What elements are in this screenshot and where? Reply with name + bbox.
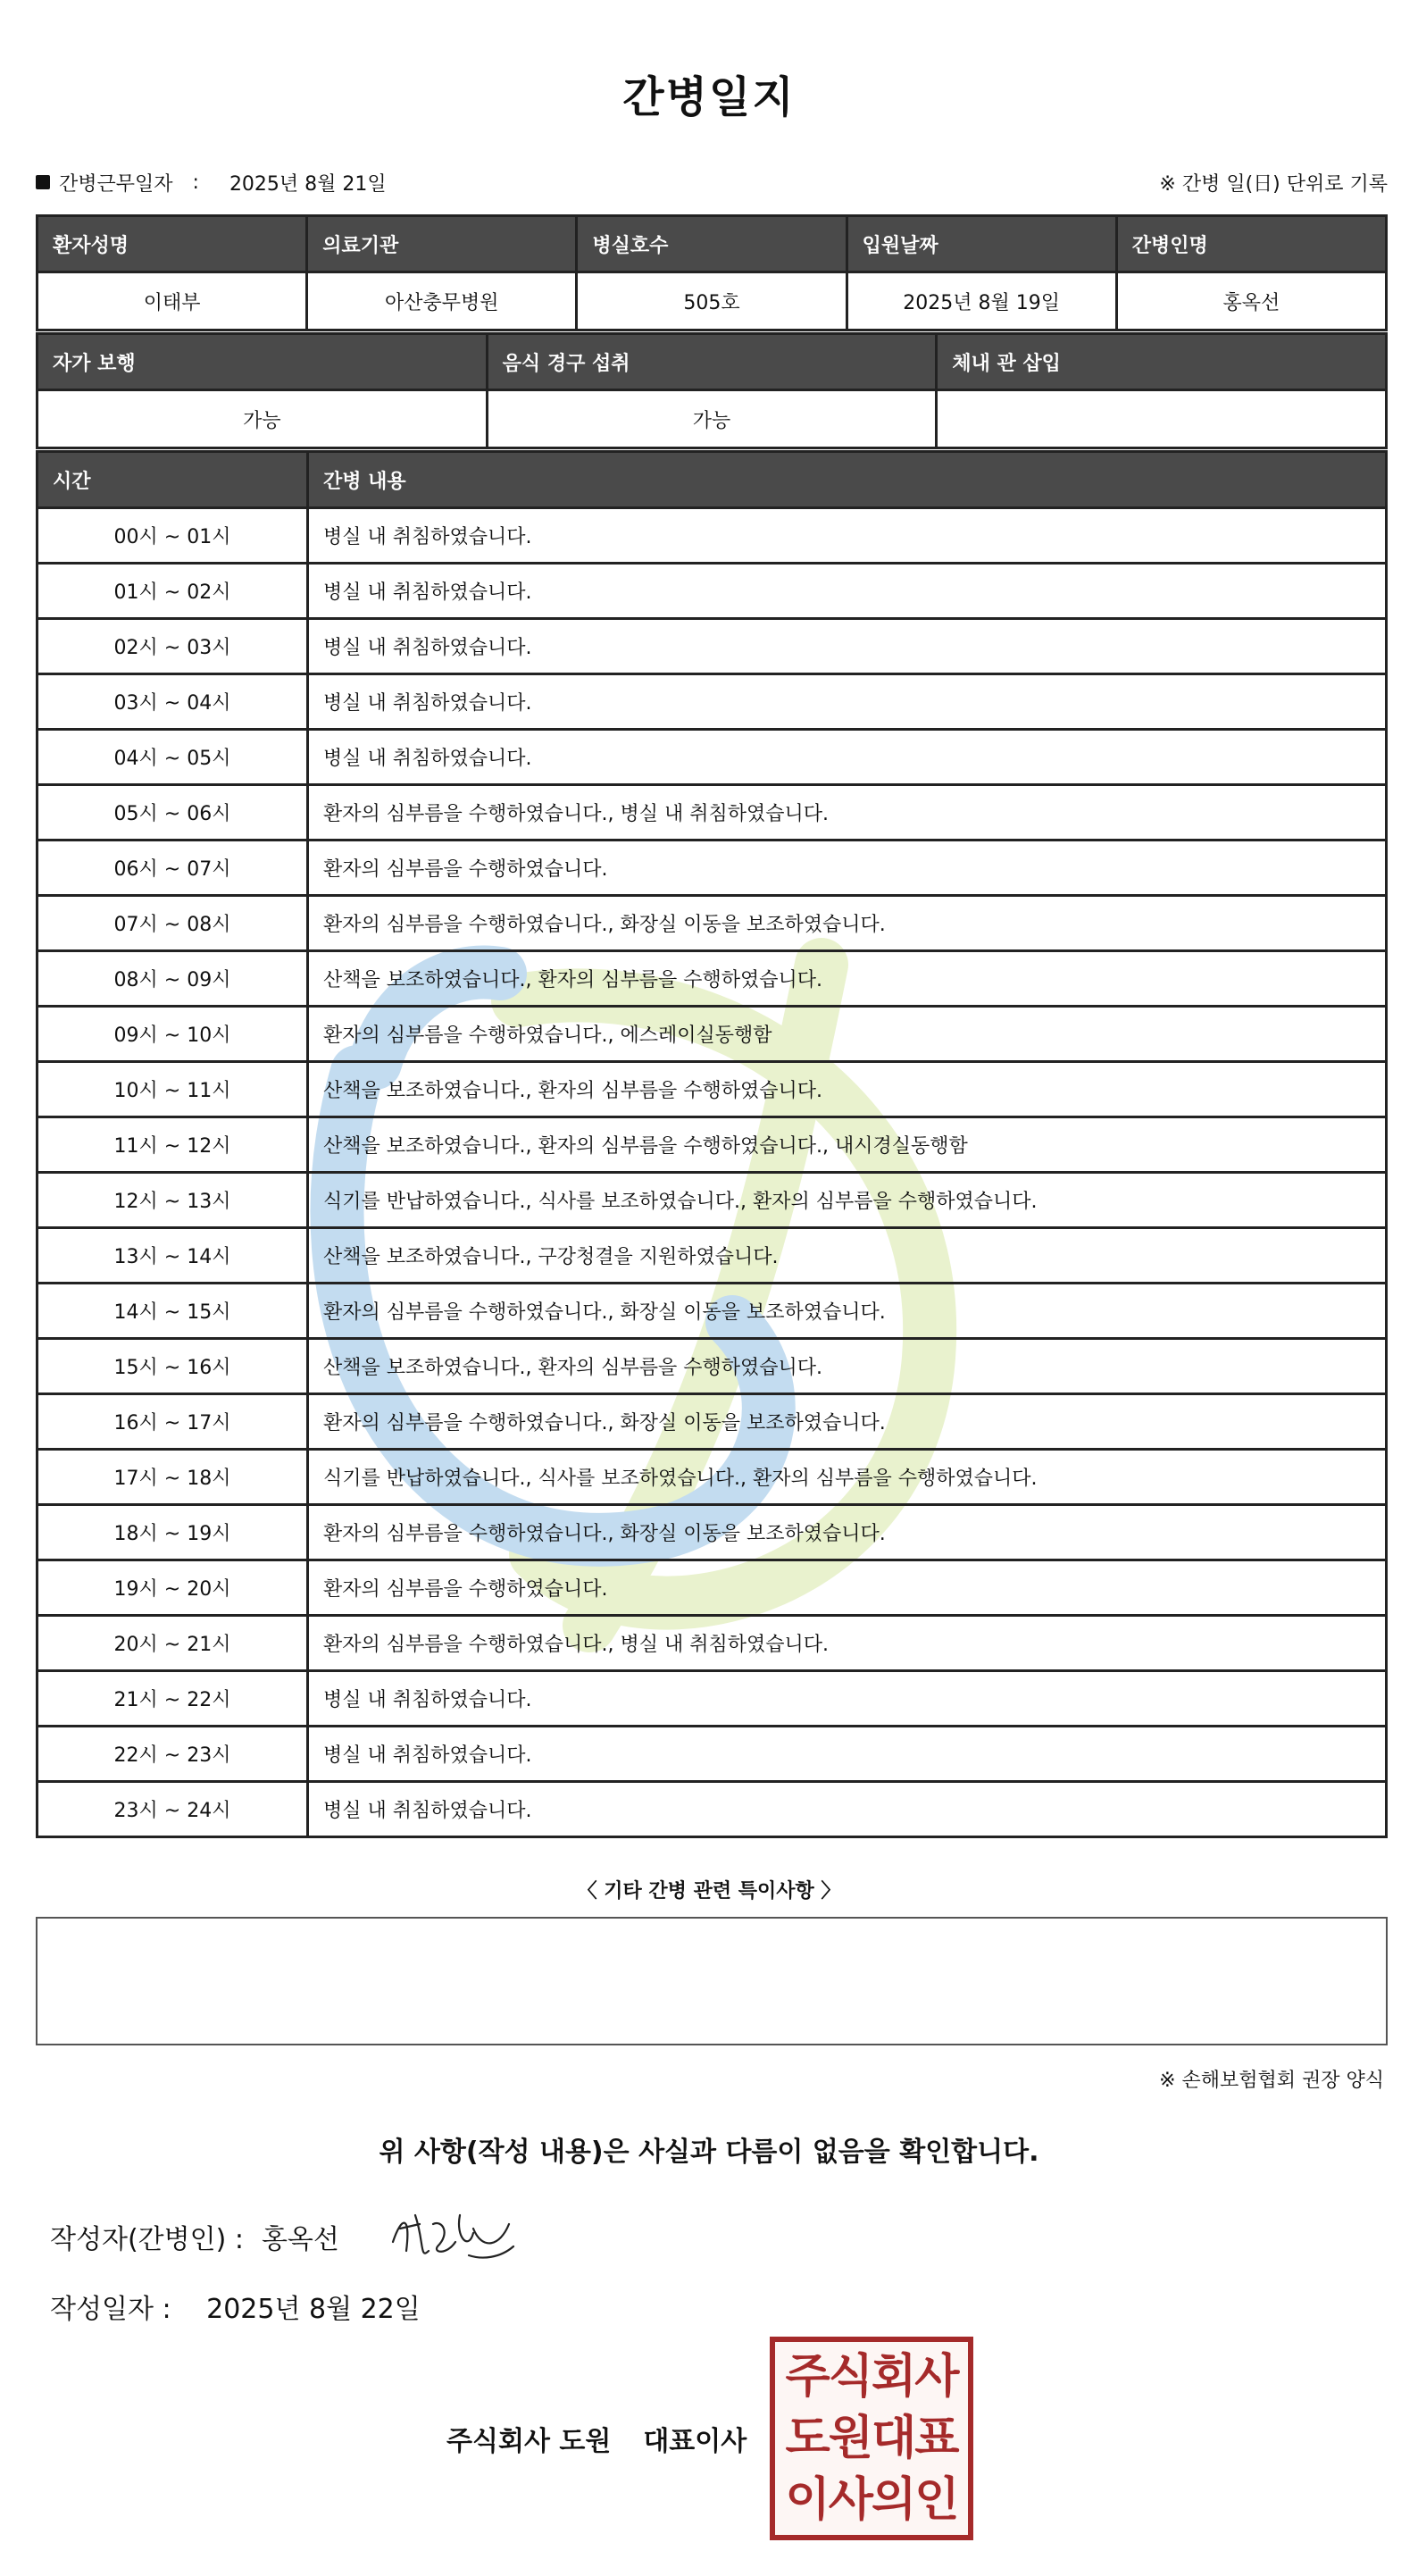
author-line (50, 2217, 339, 2256)
value-hospital: 아산충무병원 (307, 272, 577, 330)
table-row (38, 951, 1387, 1007)
log-content-cell: 병실 내 취침하였습니다. (308, 1671, 1387, 1727)
written-date-value: 2025년 8월 22일 (206, 2294, 421, 2325)
table-row (38, 1007, 1387, 1062)
log-time-cell: 02시 ~ 03시 (38, 619, 308, 674)
written-date-label: 작성일자 : (50, 2294, 171, 2325)
table-row (38, 1450, 1387, 1505)
log-time-cell: 22시 ~ 23시 (38, 1727, 308, 1782)
table-row (38, 1616, 1387, 1671)
value-room: 505호 (577, 272, 847, 330)
log-content-cell: 환자의 심부름을 수행하였습니다., 화장실 이동을 보조하였습니다. (308, 1394, 1387, 1450)
log-content-cell: 환자의 심부름을 수행하였습니다., 화장실 이동을 보조하였습니다. (308, 896, 1387, 951)
page-title: 간병일지 (622, 72, 796, 122)
log-time-cell: 01시 ~ 02시 (38, 564, 308, 619)
table-row (38, 1671, 1387, 1727)
care-log-body (38, 508, 1387, 1837)
log-content-cell: 병실 내 취침하였습니다. (308, 1727, 1387, 1782)
table-row (38, 1727, 1387, 1782)
log-content-cell: 산책을 보조하였습니다., 구강청결을 지원하였습니다. (308, 1228, 1387, 1284)
seal-line: 주식회사 (785, 2349, 958, 2404)
log-time-cell: 04시 ~ 05시 (38, 730, 308, 785)
log-content-cell: 환자의 심부름을 수행하였습니다., 에스레이실동행함 (308, 1007, 1387, 1062)
company-line (446, 2419, 747, 2458)
log-time-cell: 18시 ~ 19시 (38, 1505, 308, 1560)
value-caregiver-name: 홍옥선 (1116, 272, 1386, 330)
table-row (38, 674, 1387, 730)
meta-row (36, 166, 1388, 198)
log-time-cell: 12시 ~ 13시 (38, 1173, 308, 1228)
table-row (38, 1339, 1387, 1394)
value-patient-name: 이태부 (38, 272, 307, 330)
log-time-cell: 14시 ~ 15시 (38, 1284, 308, 1339)
table-row (38, 1117, 1387, 1173)
table-row (38, 508, 1387, 564)
log-content-cell: 병실 내 취침하였습니다. (308, 730, 1387, 785)
table-row (38, 1782, 1387, 1837)
written-date-line (50, 2287, 421, 2326)
header-admission-date: 입원날짜 (847, 216, 1116, 272)
representative-title: 대표이사 (643, 2426, 747, 2457)
value-self-walking: 가능 (38, 390, 488, 448)
unit-note: ※ 간병 일(日) 단위로 기록 (1159, 172, 1388, 196)
author-name: 홍옥선 (261, 2224, 339, 2255)
table-row (38, 896, 1387, 951)
table-row (38, 785, 1387, 841)
log-content-cell: 환자의 심부름을 수행하였습니다., 화장실 이동을 보조하였습니다. (308, 1284, 1387, 1339)
handwritten-signature-icon (384, 2197, 518, 2269)
log-content-cell: 식기를 반납하였습니다., 식사를 보조하였습니다., 환자의 심부름을 수행하였습니다. (308, 1450, 1387, 1505)
form-source-note: ※ 손해보험협회 권장 양식 (1159, 2070, 1384, 2092)
log-content-cell: 병실 내 취침하였습니다. (308, 674, 1387, 730)
table-row (38, 1284, 1387, 1339)
confirmation-statement: 위 사항(작성 내용)은 사실과 다름이 없음을 확인합니다. (379, 2137, 1039, 2168)
table-row (38, 1505, 1387, 1560)
log-time-cell: 10시 ~ 11시 (38, 1062, 308, 1117)
header-hospital: 의료기관 (307, 216, 577, 272)
table-row (38, 1394, 1387, 1450)
header-caregiver-name: 간병인명 (1116, 216, 1386, 272)
log-time-cell: 21시 ~ 22시 (38, 1671, 308, 1727)
log-content-cell: 산책을 보조하였습니다., 환자의 심부름을 수행하였습니다. (308, 1062, 1387, 1117)
log-content-cell: 식기를 반납하였습니다., 식사를 보조하였습니다., 환자의 심부름을 수행하였습니다. (308, 1173, 1387, 1228)
header-tube-insertion: 체내 관 삽입 (937, 334, 1387, 390)
header-oral-intake: 음식 경구 섭취 (487, 334, 937, 390)
table-row (38, 841, 1387, 896)
log-content-cell: 병실 내 취침하였습니다. (308, 1782, 1387, 1837)
log-time-cell: 15시 ~ 16시 (38, 1339, 308, 1394)
company-seal-stamp (770, 2337, 973, 2540)
notes-box (36, 1917, 1388, 2045)
seal-line: 도원대표 (785, 2411, 958, 2465)
log-content-cell: 산책을 보조하였습니다., 환자의 심부름을 수행하였습니다., 내시경실동행함 (308, 1117, 1387, 1173)
work-date-separator: : (192, 171, 199, 194)
header-care-content: 간병 내용 (308, 452, 1387, 508)
seal-line: 이사의인 (785, 2473, 958, 2528)
log-time-cell: 09시 ~ 10시 (38, 1007, 308, 1062)
table-row (38, 1173, 1387, 1228)
table-row (38, 1228, 1387, 1284)
author-label: 작성자(간병인) : (50, 2224, 244, 2255)
log-time-cell: 13시 ~ 14시 (38, 1228, 308, 1284)
header-self-walking: 자가 보행 (38, 334, 488, 390)
header-room: 병실호수 (577, 216, 847, 272)
log-content-cell: 환자의 심부름을 수행하였습니다. (308, 841, 1387, 896)
log-content-cell: 산책을 보조하였습니다., 환자의 심부름을 수행하였습니다. (308, 1339, 1387, 1394)
header-patient-name: 환자성명 (38, 216, 307, 272)
patient-status-table (36, 332, 1388, 449)
log-time-cell: 19시 ~ 20시 (38, 1560, 308, 1616)
log-content-cell: 병실 내 취침하였습니다. (308, 508, 1387, 564)
value-tube-insertion (937, 390, 1387, 448)
notes-heading: 〈 기타 간병 관련 특이사항 〉 (577, 1880, 841, 1903)
table-row (38, 730, 1387, 785)
care-log-table (36, 450, 1388, 1838)
log-content-cell: 산책을 보조하였습니다., 환자의 심부름을 수행하였습니다. (308, 951, 1387, 1007)
work-date-label: 간병근무일자 (59, 172, 173, 196)
log-content-cell: 환자의 심부름을 수행하였습니다., 화장실 이동을 보조하였습니다. (308, 1505, 1387, 1560)
patient-info-table (36, 214, 1388, 331)
log-time-cell: 20시 ~ 21시 (38, 1616, 308, 1671)
log-time-cell: 00시 ~ 01시 (38, 508, 308, 564)
log-time-cell: 05시 ~ 06시 (38, 785, 308, 841)
log-time-cell: 06시 ~ 07시 (38, 841, 308, 896)
table-row (38, 619, 1387, 674)
value-admission-date: 2025년 8월 19일 (847, 272, 1116, 330)
table-row (38, 1062, 1387, 1117)
log-time-cell: 07시 ~ 08시 (38, 896, 308, 951)
work-date-value: 2025년 8월 21일 (229, 172, 387, 196)
log-time-cell: 11시 ~ 12시 (38, 1117, 308, 1173)
company-name: 주식회사 도원 (446, 2426, 612, 2457)
table-row (38, 564, 1387, 619)
value-oral-intake: 가능 (487, 390, 937, 448)
log-content-cell: 환자의 심부름을 수행하였습니다., 병실 내 취침하였습니다. (308, 785, 1387, 841)
header-time: 시간 (38, 452, 308, 508)
log-time-cell: 03시 ~ 04시 (38, 674, 308, 730)
log-content-cell: 환자의 심부름을 수행하였습니다., 병실 내 취침하였습니다. (308, 1616, 1387, 1671)
log-time-cell: 08시 ~ 09시 (38, 951, 308, 1007)
log-content-cell: 병실 내 취침하였습니다. (308, 564, 1387, 619)
table-row (38, 1560, 1387, 1616)
log-content-cell: 병실 내 취침하였습니다. (308, 619, 1387, 674)
log-time-cell: 17시 ~ 18시 (38, 1450, 308, 1505)
square-bullet-icon (36, 175, 50, 189)
log-time-cell: 23시 ~ 24시 (38, 1782, 308, 1837)
log-time-cell: 16시 ~ 17시 (38, 1394, 308, 1450)
log-content-cell: 환자의 심부름을 수행하였습니다. (308, 1560, 1387, 1616)
